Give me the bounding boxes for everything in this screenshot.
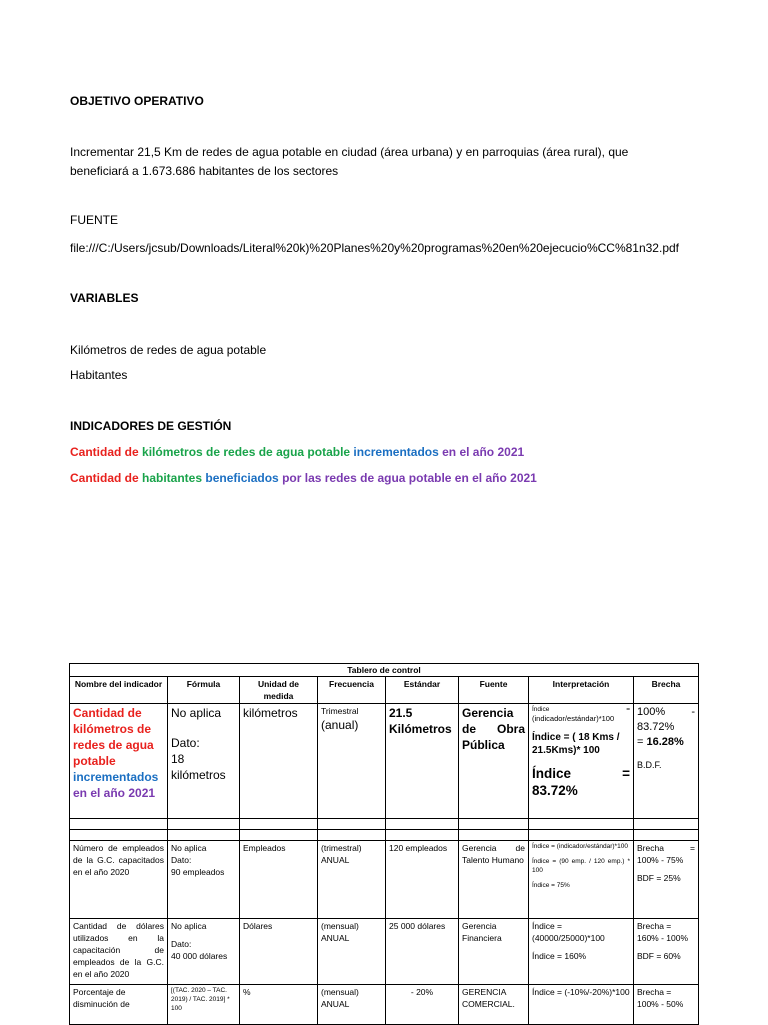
row1-gap-3-value: 16.28% [646,736,684,748]
heading-objective: OBJETIVO OPERATIVO [70,94,204,108]
header-name: Nombre del indicador [70,677,168,704]
row1-dato-value: 18 kilómetros [171,752,226,782]
row4-source: GERENCIA COMERCIAL. [459,985,529,1025]
row2-interpretation [529,841,634,919]
row1-interp-line-c2: 83.72% [532,783,578,798]
row3-gap [634,919,699,985]
row1-gap-line-4: B.D.F. [637,760,662,770]
header-frequency: Frecuencia [318,677,386,704]
row1-gap-3-pre: = [637,736,647,748]
table-row-empty [70,819,699,830]
row3-formula-text: No aplica [171,921,207,931]
row1-formula [168,704,240,819]
header-unit: Unidad de medida [240,677,318,704]
row3-name: Cantidad de dólares utilizados en la capacitación de empleados de la G.C. en el año 2020 [70,919,168,985]
row4-frequency: (mensual) ANUAL [318,985,386,1025]
row1-frequency [318,704,386,819]
row2-interp-line-c: Índice = 75% [532,882,570,889]
row4-formula: [(TAC. 2020 – TAC. 2019) / TAC. 2019] * 100 [168,985,240,1025]
row2-gap [634,841,699,919]
row3-standard: 25 000 dólares [386,919,459,985]
indicator-1-part-c: incrementados [353,445,439,459]
row1-name-part-a: Cantidad de kilómetros de redes de agua potable [73,706,154,768]
indicator-1-part-a: Cantidad de [70,445,139,459]
variable-2: Habitantes [70,368,128,382]
row1-unit: kilómetros [240,704,318,819]
table-caption: Tablero de control [70,664,699,677]
row2-interp-line-a: Índice = (indicador/estándar)*100 [532,843,628,850]
row1-gap-1-left: 100% [637,706,666,718]
row3-dato-label: Dato: [171,939,192,949]
control-table [69,663,699,1025]
row4-interpretation: Índice = (-10%/-20%)*100 [529,985,634,1025]
row3-interp-line-a: Índice = (40000/25000)*100 [532,921,605,943]
row1-interp-line-b: Índice = ( 18 Kms / 21.5Kms)* 100 [532,732,620,756]
indicator-2-part-c: beneficiados [205,471,279,485]
table-row [70,841,699,919]
row3-interpretation [529,919,634,985]
row3-source: Gerencia Financiera [459,919,529,985]
row4-name: Porcentaje de disminución de [70,985,168,1025]
row3-formula [168,919,240,985]
indicator-1-part-d: en el año 2021 [442,445,525,459]
row2-unit: Empleados [240,841,318,919]
row3-gap-line-1: Brecha = 160% - 100% [637,921,689,943]
heading-indicators: INDICADORES DE GESTIÓN [70,419,232,433]
row4-gap: Brecha = 100% - 50% [634,985,699,1025]
objective-line-1: Incrementar 21,5 Km de redes de agua potable en ciudad (área urbana) y en parroquias (área rural), que [70,145,629,159]
table-row [70,919,699,985]
row1-source: Gerencia de Obra Pública [459,704,529,819]
row3-unit: Dólares [240,919,318,985]
row2-dato-label: Dato: [171,855,192,865]
indicator-2-part-b: habitantes [142,471,203,485]
header-source: Fuente [459,677,529,704]
row2-source: Gerencia de Talento Humano [459,841,529,919]
indicator-2 [70,471,537,485]
row4-unit: % [240,985,318,1025]
row1-standard: 21.5 Kilómetros [386,704,459,819]
indicator-2-part-a: Cantidad de [70,471,139,485]
row1-formula-text: No aplica [171,706,222,720]
heading-source: FUENTE [70,213,118,227]
row1-interp-a-right: = [626,706,630,713]
row1-gap-line-1 [637,705,695,720]
header-formula: Fórmula [168,677,240,704]
table-row-empty [70,830,699,841]
table-row [70,985,699,1025]
row1-interp-line-a2: (indicador/estándar)*100 [532,714,615,723]
variable-1: Kilómetros de redes de agua potable [70,343,267,357]
row2-dato-value: 90 empleados [171,867,225,877]
source-path: file:///C:/Users/jcsub/Downloads/Literal%20k)%20Planes%20y%20programas%20en%20ejecucio%CC%81n32.pdf [70,241,679,255]
row1-frequency-small: Trimestral [321,706,359,716]
row2-frequency: (trimestral) ANUAL [318,841,386,919]
indicator-1 [70,445,524,459]
row1-gap-line-3 [637,735,695,750]
objective-line-2: beneficiará a 1.673.686 habitantes de los sectores [70,164,339,178]
row2-formula [168,841,240,919]
table-row [70,704,699,819]
row3-interp-line-b: Índice = 160% [532,951,587,961]
row3-gap-line-2: BDF = 60% [637,951,681,961]
heading-variables: VARIABLES [70,291,139,305]
row2-gap-line-1: Brecha = 100% - 75% [637,843,696,865]
row1-interp-c-right: = [622,766,630,781]
row1-name-part-b: incrementados [73,770,159,784]
header-interpretation: Interpretación [529,677,634,704]
indicator-2-part-d: por las redes de agua potable en el año 2021 [282,471,537,485]
row2-gap-line-2: BDF = 25% [637,873,681,883]
row1-frequency-big: (anual) [321,718,359,732]
row1-dato-label: Dato: [171,736,200,750]
row1-interp-c-left: Índice [532,766,572,781]
row1-gap [634,704,699,819]
row1-interp-line-a [532,705,630,714]
row3-frequency: (mensual) ANUAL [318,919,386,985]
row4-standard: - 20% [386,985,459,1025]
row1-interpretation [529,704,634,819]
row1-name [70,704,168,819]
row2-formula-text: No aplica [171,843,207,853]
row2-name: Número de empleados de la G.C. capacitados en el año 2020 [70,841,168,919]
row1-gap-1-right: - [691,706,696,718]
indicator-1-part-b: kilómetros de redes de agua potable [142,445,351,459]
row1-interp-a-left: Índice [532,706,550,713]
row2-interp-line-b: Índice = (90 emp. / 120 emp.) * 100 [532,858,630,874]
row1-gap-line-2: 83.72% [637,721,675,733]
row1-name-part-c: en el año 2021 [73,786,156,800]
row3-dato-value: 40 000 dólares [171,951,228,961]
table-header-row [70,677,699,704]
header-standard: Estándar [386,677,459,704]
row2-standard: 120 empleados [386,841,459,919]
header-gap: Brecha [634,677,699,704]
row1-interp-line-c [532,765,630,782]
